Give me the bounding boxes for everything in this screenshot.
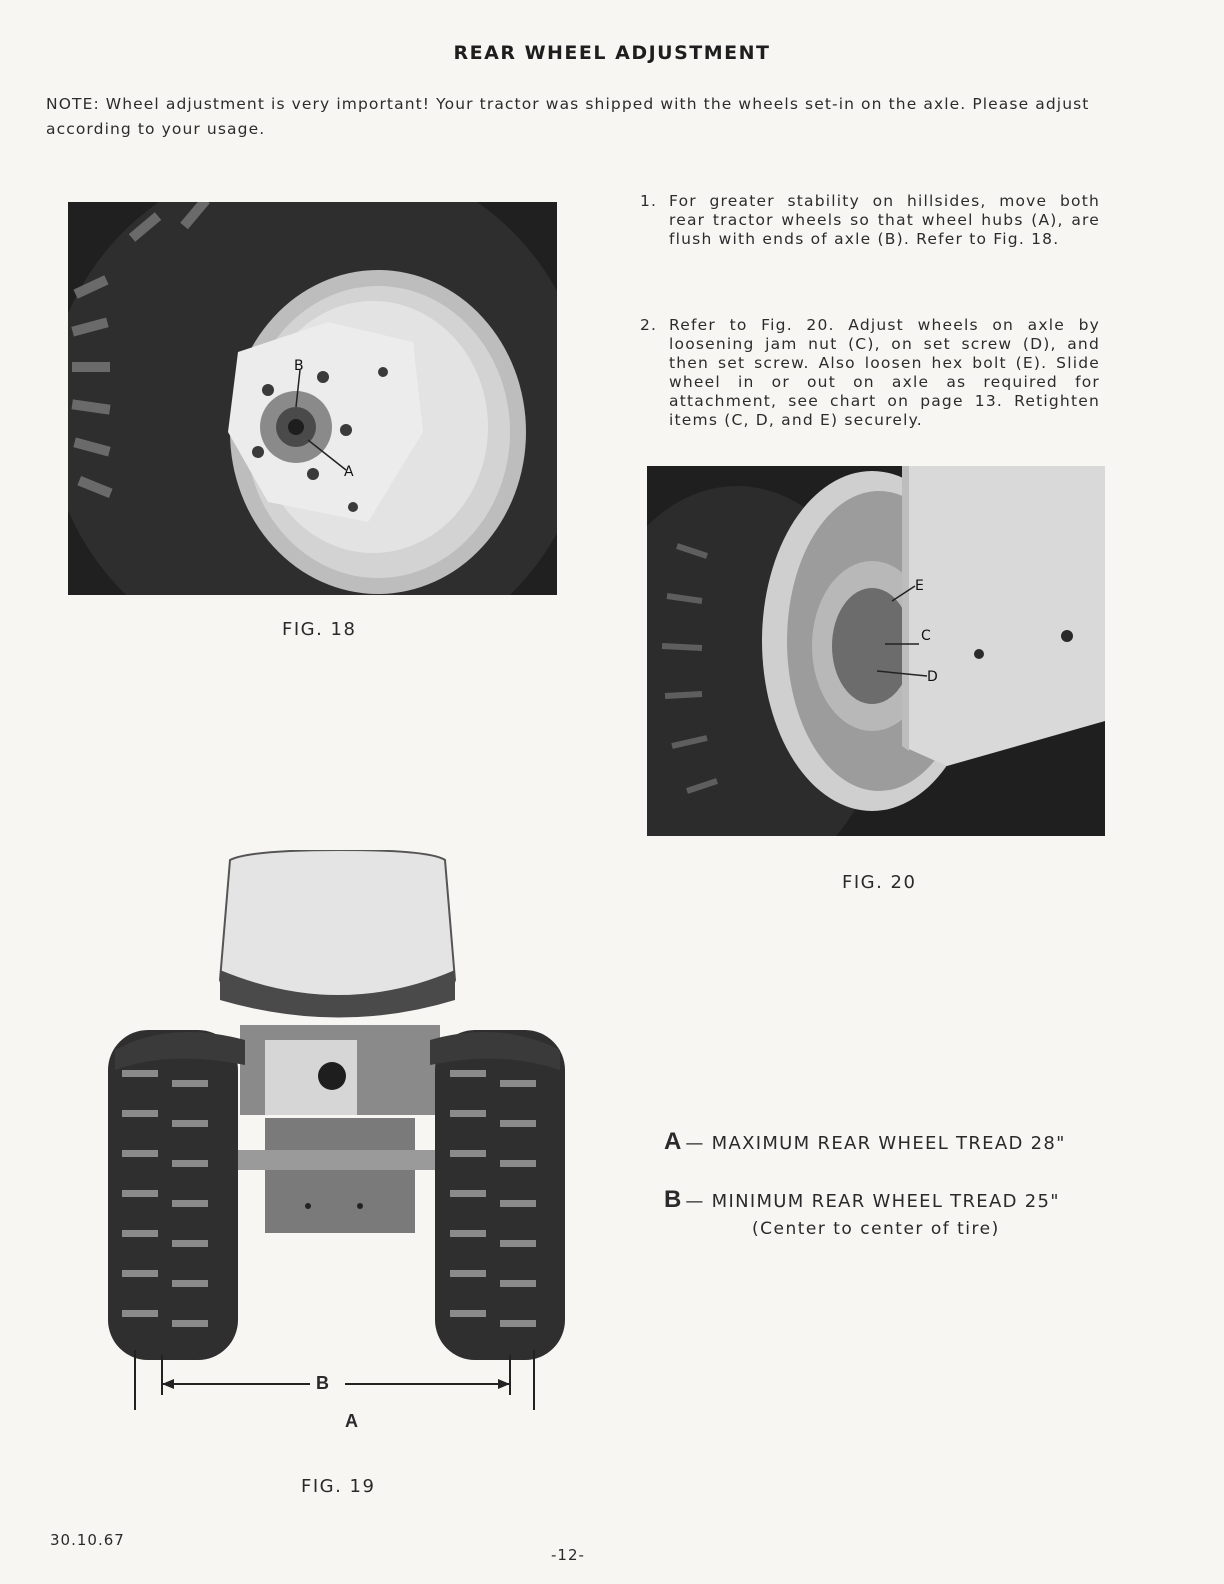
tread-max-text: — MAXIMUM REAR WHEEL TREAD 28" bbox=[685, 1133, 1066, 1154]
fig19-illustration bbox=[100, 850, 580, 1410]
document-code: 30.10.67 bbox=[50, 1531, 125, 1549]
tread-min-letter: B bbox=[664, 1186, 682, 1213]
fig20-label-e: E bbox=[915, 578, 924, 594]
tread-max-line bbox=[664, 1128, 1066, 1156]
fig19-dimension-a: A bbox=[345, 1411, 358, 1431]
fig18-caption: FIG. 18 bbox=[282, 619, 357, 640]
fig20-label-c: C bbox=[921, 628, 931, 644]
fig18-photo bbox=[68, 202, 557, 595]
fig19-dimension-b: B bbox=[316, 1373, 329, 1393]
page-title: REAR WHEEL ADJUSTMENT bbox=[453, 42, 771, 64]
fig19-caption: FIG. 19 bbox=[301, 1476, 376, 1497]
step-text: For greater stability on hillsides, move both rear tractor wheels so that wheel hubs (A), are flush with ends of axle (B). Refer to Fig. 18. bbox=[669, 192, 1100, 248]
note-paragraph: NOTE: Wheel adjustment is very important! Your tractor was shipped with the wheels set-in on the axle. Please adjust according to your usage. bbox=[46, 95, 1090, 138]
page-number: -12- bbox=[551, 1546, 585, 1564]
tread-min-text: — MINIMUM REAR WHEEL TREAD 25" bbox=[685, 1191, 1060, 1212]
step-text: Refer to Fig. 20. Adjust wheels on axle by loosening jam nut (C), on set screw (D), and then set screw. Also loosen hex bolt (E). Slide wheel in or out on axle as required for attachment, see chart on page 13. Retighten items (C, D, and E) securely. bbox=[669, 316, 1100, 429]
step-number: 2. bbox=[640, 316, 658, 334]
fig20-label-d: D bbox=[927, 669, 938, 685]
fig20-caption: FIG. 20 bbox=[842, 872, 917, 893]
fig18-label-b: B bbox=[294, 358, 304, 374]
tread-max-letter: A bbox=[664, 1128, 682, 1155]
tread-min-line bbox=[664, 1186, 1060, 1214]
fig18-label-a: A bbox=[344, 464, 354, 480]
instruction-step-2 bbox=[640, 316, 1100, 430]
tread-subnote: (Center to center of tire) bbox=[752, 1219, 1000, 1239]
instruction-step-1 bbox=[640, 192, 1100, 249]
step-number: 1. bbox=[640, 192, 658, 210]
fig20-photo bbox=[647, 466, 1105, 836]
